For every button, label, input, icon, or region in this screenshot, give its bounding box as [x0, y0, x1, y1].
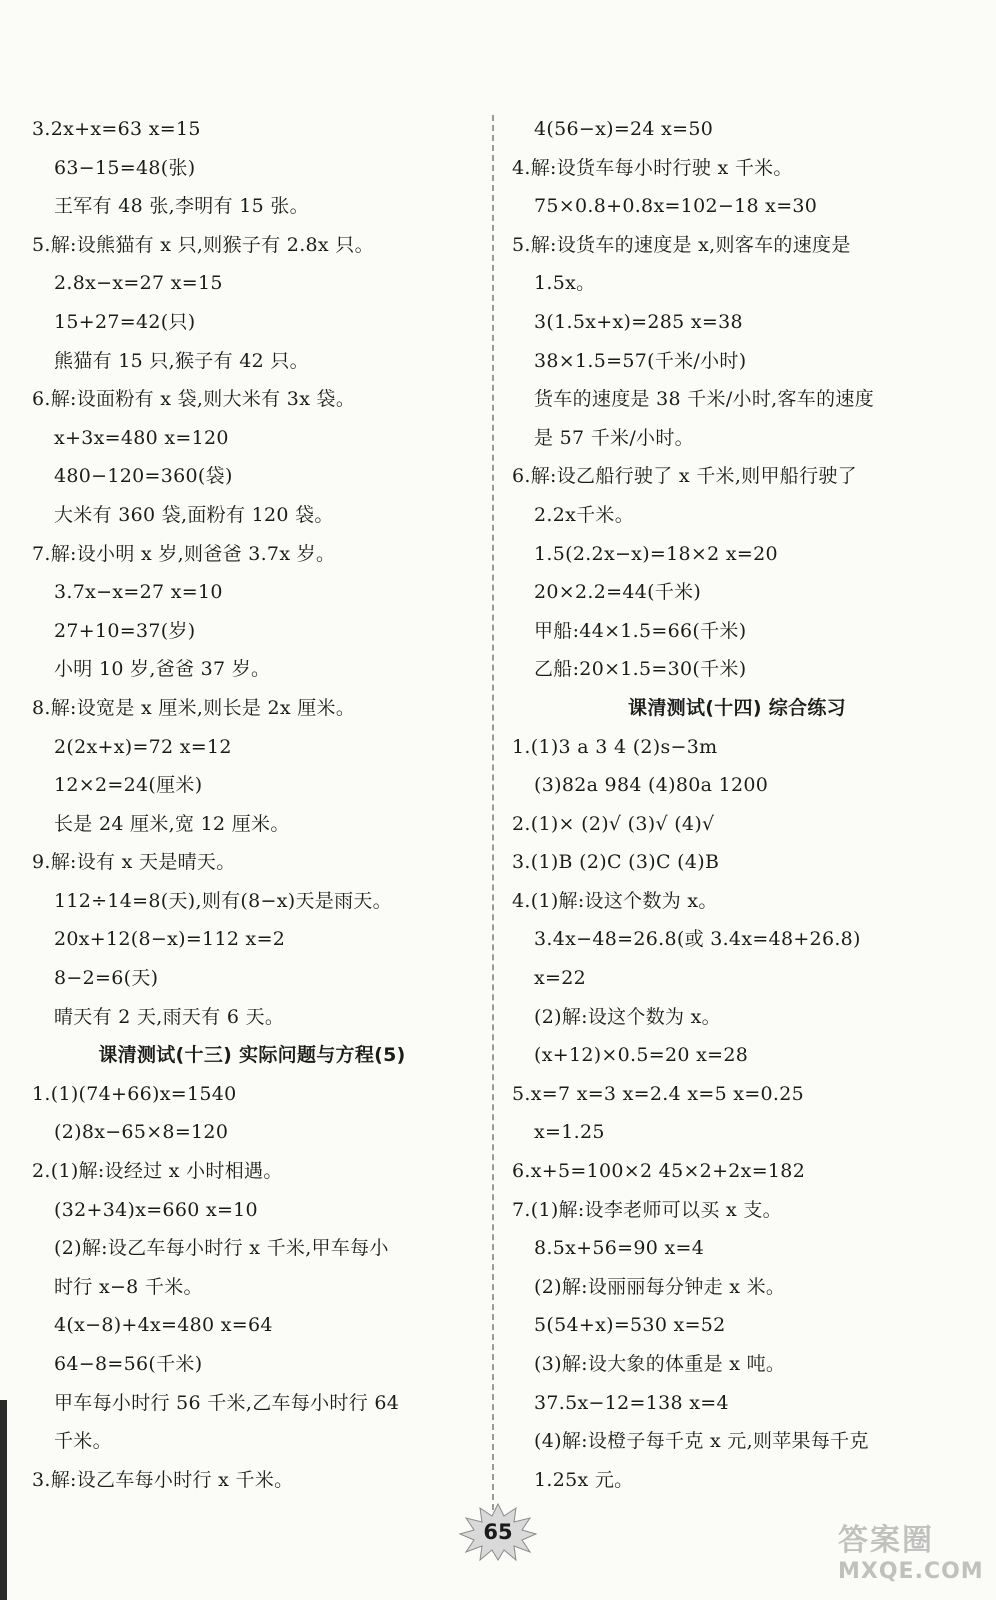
answer-line: 5.解:设货车的速度是 x,则客车的速度是	[512, 233, 851, 256]
answer-line: 3(1.5x+x)=285 x=38	[534, 310, 743, 333]
answer-line: x+3x=480 x=120	[54, 426, 229, 449]
watermark-title: 答案圈	[838, 1523, 934, 1558]
answer-line: 1.5x。	[534, 272, 596, 295]
answer-line: 6.解:设面粉有 x 袋,则大米有 3x 袋。	[32, 388, 356, 411]
answer-line: 3.2x+x=63 x=15	[32, 118, 201, 140]
answer-line: 王军有 48 张,李明有 15 张。	[54, 195, 309, 218]
answer-line: 8.解:设宽是 x 厘米,则长是 2x 厘米。	[32, 696, 356, 719]
answer-line: 4.解:设货车每小时行驶 x 千米。	[512, 156, 793, 179]
answer-line: 8−2=6(天)	[54, 967, 159, 990]
answer-line: 长是 24 厘米,宽 12 厘米。	[54, 812, 290, 835]
answer-line: 6.x+5=100×2 45×2+2x=182	[512, 1160, 806, 1183]
answer-line: 熊猫有 15 只,猴子有 42 只。	[54, 349, 309, 372]
answer-line: 2.8x−x=27 x=15	[54, 272, 223, 295]
answer-line: 5(54+x)=530 x=52	[534, 1314, 726, 1337]
answer-line: 1.25x 元。	[534, 1468, 634, 1491]
answer-line: 是 57 千米/小时。	[534, 426, 694, 449]
answer-line: 37.5x−12=138 x=4	[534, 1391, 729, 1414]
answer-line: 4.(1)解:设这个数为 x。	[512, 889, 718, 912]
answer-line: (2)8x−65×8=120	[54, 1121, 229, 1144]
answer-line: 1.5(2.2x−x)=18×2 x=20	[534, 542, 778, 565]
answer-line: 晴天有 2 天,雨天有 6 天。	[54, 1005, 285, 1028]
answer-line: 8.5x+56=90 x=4	[534, 1237, 705, 1260]
answer-line: 20×2.2=44(千米)	[534, 581, 702, 604]
answer-line: 7.解:设小明 x 岁,则爸爸 3.7x 岁。	[32, 542, 336, 565]
page-number: 65	[483, 1520, 513, 1544]
answer-line: 4(56−x)=24 x=50	[534, 118, 714, 140]
answer-line: (4)解:设橙子每千克 x 元,则苹果每千克	[534, 1430, 869, 1453]
answer-line: 乙船:20×1.5=30(千米)	[534, 658, 747, 681]
answer-line: (x+12)×0.5=20 x=28	[534, 1044, 749, 1067]
answer-line: 5.x=7 x=3 x=2.4 x=5 x=0.25	[512, 1082, 805, 1105]
right-answer-column	[512, 110, 962, 1499]
answer-line: 75×0.8+0.8x=102−18 x=30	[534, 195, 818, 218]
answer-line: 20x+12(8−x)=112 x=2	[54, 928, 286, 951]
answer-line: 9.解:设有 x 天是晴天。	[32, 851, 236, 874]
answer-line: 甲车每小时行 56 千米,乙车每小时行 64	[54, 1391, 400, 1414]
section-heading: 课清测试(十三) 实际问题与方程(5)	[98, 1044, 406, 1067]
answer-line: 3.(1)B (2)C (3)C (4)B	[512, 851, 720, 874]
answer-line: (2)解:设丽丽每分钟走 x 米。	[534, 1275, 786, 1298]
answer-line: 38×1.5=57(千米/小时)	[534, 349, 747, 372]
answer-line: 12×2=24(厘米)	[54, 774, 203, 797]
answer-line: 1.(1)(74+66)x=1540	[32, 1082, 237, 1105]
answer-line: x=22	[534, 967, 587, 990]
answer-line: 小明 10 岁,爸爸 37 岁。	[54, 658, 271, 681]
answer-line: 3.解:设乙车每小时行 x 千米。	[32, 1468, 294, 1491]
answer-line: 63−15=48(张)	[54, 156, 196, 179]
answer-line: 15+27=42(只)	[54, 310, 196, 333]
answer-line: 大米有 360 袋,面粉有 120 袋。	[54, 503, 334, 526]
answer-line: 2(2x+x)=72 x=12	[54, 735, 232, 758]
answer-line: 3.4x−48=26.8(或 3.4x=48+26.8)	[534, 928, 861, 951]
column-divider	[492, 115, 494, 1510]
answer-line: (2)解:设乙车每小时行 x 千米,甲车每小	[54, 1237, 389, 1260]
page-number-badge	[458, 1502, 538, 1562]
answer-line: 6.解:设乙船行驶了 x 千米,则甲船行驶了	[512, 465, 857, 488]
answer-line: 64−8=56(千米)	[54, 1353, 203, 1375]
left-answer-column	[32, 110, 472, 1499]
answer-line: 480−120=360(袋)	[54, 465, 233, 488]
answer-line: 27+10=37(岁)	[54, 619, 196, 642]
answer-line: 3.7x−x=27 x=10	[54, 581, 223, 604]
answer-line: 1.(1)3 a 3 4 (2)s−3m	[512, 735, 718, 758]
watermark-url: MXQE.COM	[838, 1559, 984, 1584]
answer-line: 货车的速度是 38 千米/小时,客车的速度	[534, 388, 874, 411]
answer-line: (3)82a 984 (4)80a 1200	[534, 774, 769, 797]
answer-line: 2.(1)解:设经过 x 小时相遇。	[32, 1160, 283, 1183]
answer-line: 7.(1)解:设李老师可以买 x 支。	[512, 1198, 782, 1221]
watermark-logo	[838, 1515, 984, 1595]
answer-line: 4(x−8)+4x=480 x=64	[54, 1314, 273, 1337]
answer-line: 112÷14=8(天),则有(8−x)天是雨天。	[54, 889, 392, 912]
answer-line: 时行 x−8 千米。	[54, 1275, 203, 1298]
answer-line: 2.(1)× (2)√ (3)√ (4)√	[512, 812, 715, 835]
answer-line: (3)解:设大象的体重是 x 吨。	[534, 1353, 786, 1375]
answer-line: 千米。	[54, 1430, 112, 1453]
binding-edge	[0, 1400, 7, 1600]
section-heading: 课清测试(十四) 综合练习	[628, 696, 846, 719]
answer-line: (32+34)x=660 x=10	[54, 1198, 258, 1221]
answer-line: (2)解:设这个数为 x。	[534, 1005, 721, 1028]
answer-line: 5.解:设熊猫有 x 只,则猴子有 2.8x 只。	[32, 233, 374, 256]
answer-line: x=1.25	[534, 1121, 605, 1144]
answer-line: 甲船:44×1.5=66(千米)	[534, 619, 747, 642]
answer-line: 2.2x千米。	[534, 503, 635, 526]
